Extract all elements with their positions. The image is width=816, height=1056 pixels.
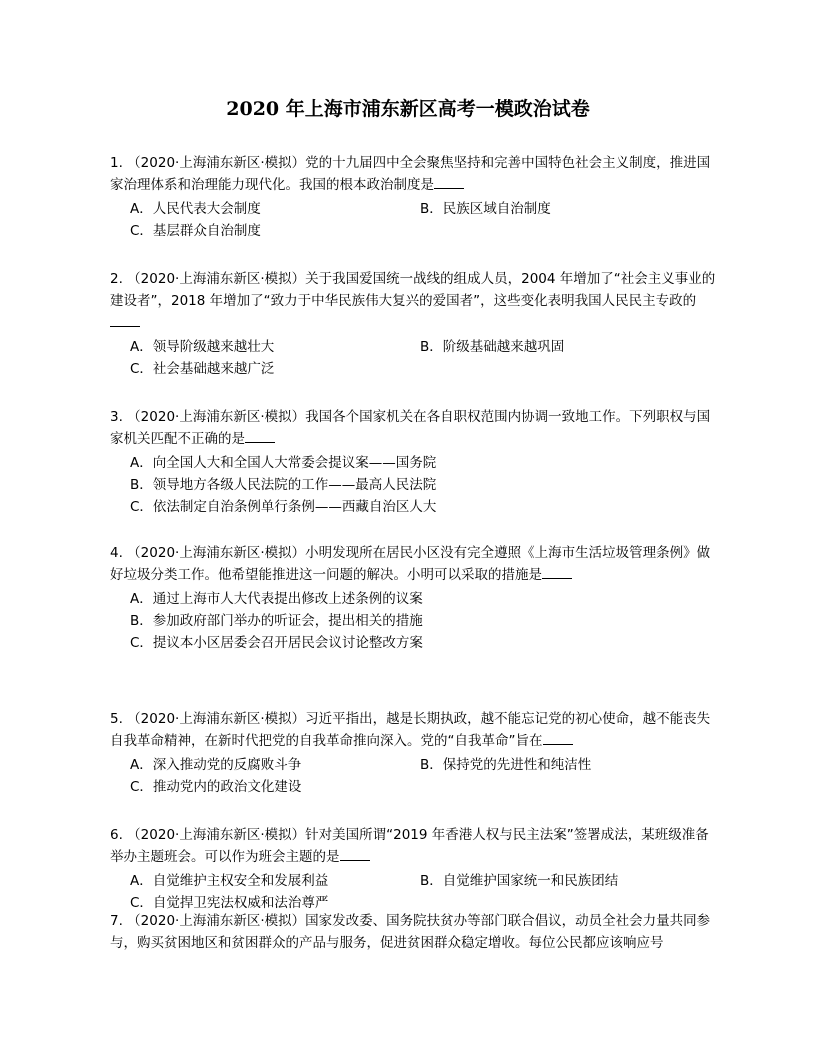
question-stem [110,152,722,196]
option-row [130,496,722,518]
options [130,754,722,798]
option-row [130,632,722,654]
option-row [130,870,722,892]
answer-blank [340,846,370,861]
option-row [130,754,722,776]
option: A．领导阶级越来越壮大 [130,339,275,355]
question-source: （2020·上海浦东新区·模拟） [127,545,306,561]
answer-blank [110,312,140,327]
question-6 [110,824,722,914]
option-row [130,336,722,358]
option: A．自觉维护主权安全和发展利益 [130,873,329,889]
option: B．保持党的先进性和纯洁性 [420,757,592,773]
question-text: 关于我国爱国统一战线的组成人员，2004 年增加了“社会主义事业的建设者”，2018 年增加了“致力于中华民族伟大复兴的爱国者”，这些变化表明我国人民民主专政的 [110,271,716,309]
question-number: 2. [110,271,128,287]
answer-blank [245,428,275,443]
option: C．依法制定自治条例单行条例——西藏自治区人大 [130,499,437,515]
question-number: 4. [110,545,128,561]
option-row [130,358,722,380]
option: C．自觉捍卫宪法权威和法治尊严 [130,895,329,911]
question-number: 3. [110,409,128,425]
question-source: （2020·上海浦东新区·模拟） [127,271,306,287]
option: A．通过上海市人大代表提出修改上述条例的议案 [130,591,423,607]
options [130,588,722,654]
option: C．社会基础越来越广泛 [130,361,275,377]
answer-blank [542,564,572,579]
option: A．人民代表大会制度 [130,201,261,217]
question-text: 针对美国所谓“2019 年香港人权与民主法案”签署成法，某班级准备举办主题班会。可以作为班会主题的是 [110,827,709,865]
question-number: 5. [110,711,128,727]
option-row [130,610,722,632]
option: B．领导地方各级人民法院的工作——最高人民法院 [130,477,437,493]
option-row [130,198,722,220]
question-5 [110,708,722,798]
question-number: 7. [110,913,128,929]
option-row [130,474,722,496]
answer-blank [434,174,464,189]
options [130,198,722,242]
question-source: （2020·上海浦东新区·模拟） [127,827,306,843]
question-stem [110,406,722,450]
question-source: （2020·上海浦东新区·模拟） [127,155,306,171]
question-stem [110,910,722,954]
question-source: （2020·上海浦东新区·模拟） [127,711,306,727]
question-7 [110,910,722,954]
question-4 [110,542,722,654]
question-source: （2020·上海浦东新区·模拟） [127,409,306,425]
question-source: （2020·上海浦东新区·模拟） [127,913,306,929]
options [130,336,722,380]
question-text: 党的十九届四中全会聚焦坚持和完善中国特色社会主义制度，推进国家治理体系和治理能力现代化。我国的根本政治制度是 [110,155,711,193]
page-title: 2020 年上海市浦东新区高考一模政治试卷 [226,98,590,120]
option-row [130,220,722,242]
option: C．推动党内的政治文化建设 [130,779,302,795]
option: C．基层群众自治制度 [130,223,261,239]
option-row [130,588,722,610]
question-text: 习近平指出，越是长期执政，越不能忘记党的初心使命，越不能丧失自我革命精神，在新时代把党的自我革命推向深入。党的“自我革命”旨在 [110,711,711,749]
question-stem [110,542,722,586]
question-text: 我国各个国家机关在各自职权范围内协调一致地工作。下列职权与国家机关匹配不正确的是 [110,409,711,447]
question-stem [110,824,722,868]
option: B．参加政府部门举办的听证会，提出相关的措施 [130,613,423,629]
question-2 [110,268,722,380]
question-text: 小明发现所在居民小区没有完全遵照《上海市生活垃圾管理条例》做好垃圾分类工作。他希望能推进这一问题的解决。小明可以采取的措施是 [110,545,711,583]
options [130,870,722,914]
question-1 [110,152,722,242]
question-3 [110,406,722,518]
question-number: 1. [110,155,128,171]
option-row [130,776,722,798]
option: B．阶级基础越来越巩固 [420,339,565,355]
option: C．提议本小区居委会召开居民会议讨论整改方案 [130,635,423,651]
option: B．自觉维护国家统一和民族团结 [420,873,619,889]
option: B．民族区域自治制度 [420,201,551,217]
answer-blank [543,730,573,745]
question-number: 6. [110,827,128,843]
question-stem [110,708,722,752]
option: A．深入推动党的反腐败斗争 [130,757,302,773]
option: A．向全国人大和全国人大常委会提议案——国务院 [130,455,437,471]
question-text: 国家发改委、国务院扶贫办等部门联合倡议，动员全社会力量共同参与，购买贫困地区和贫困群众的产品与服务，促进贫困群众稳定增收。每位公民都应该响应号 [110,913,711,951]
option-row [130,452,722,474]
question-stem [110,268,722,334]
options [130,452,722,518]
